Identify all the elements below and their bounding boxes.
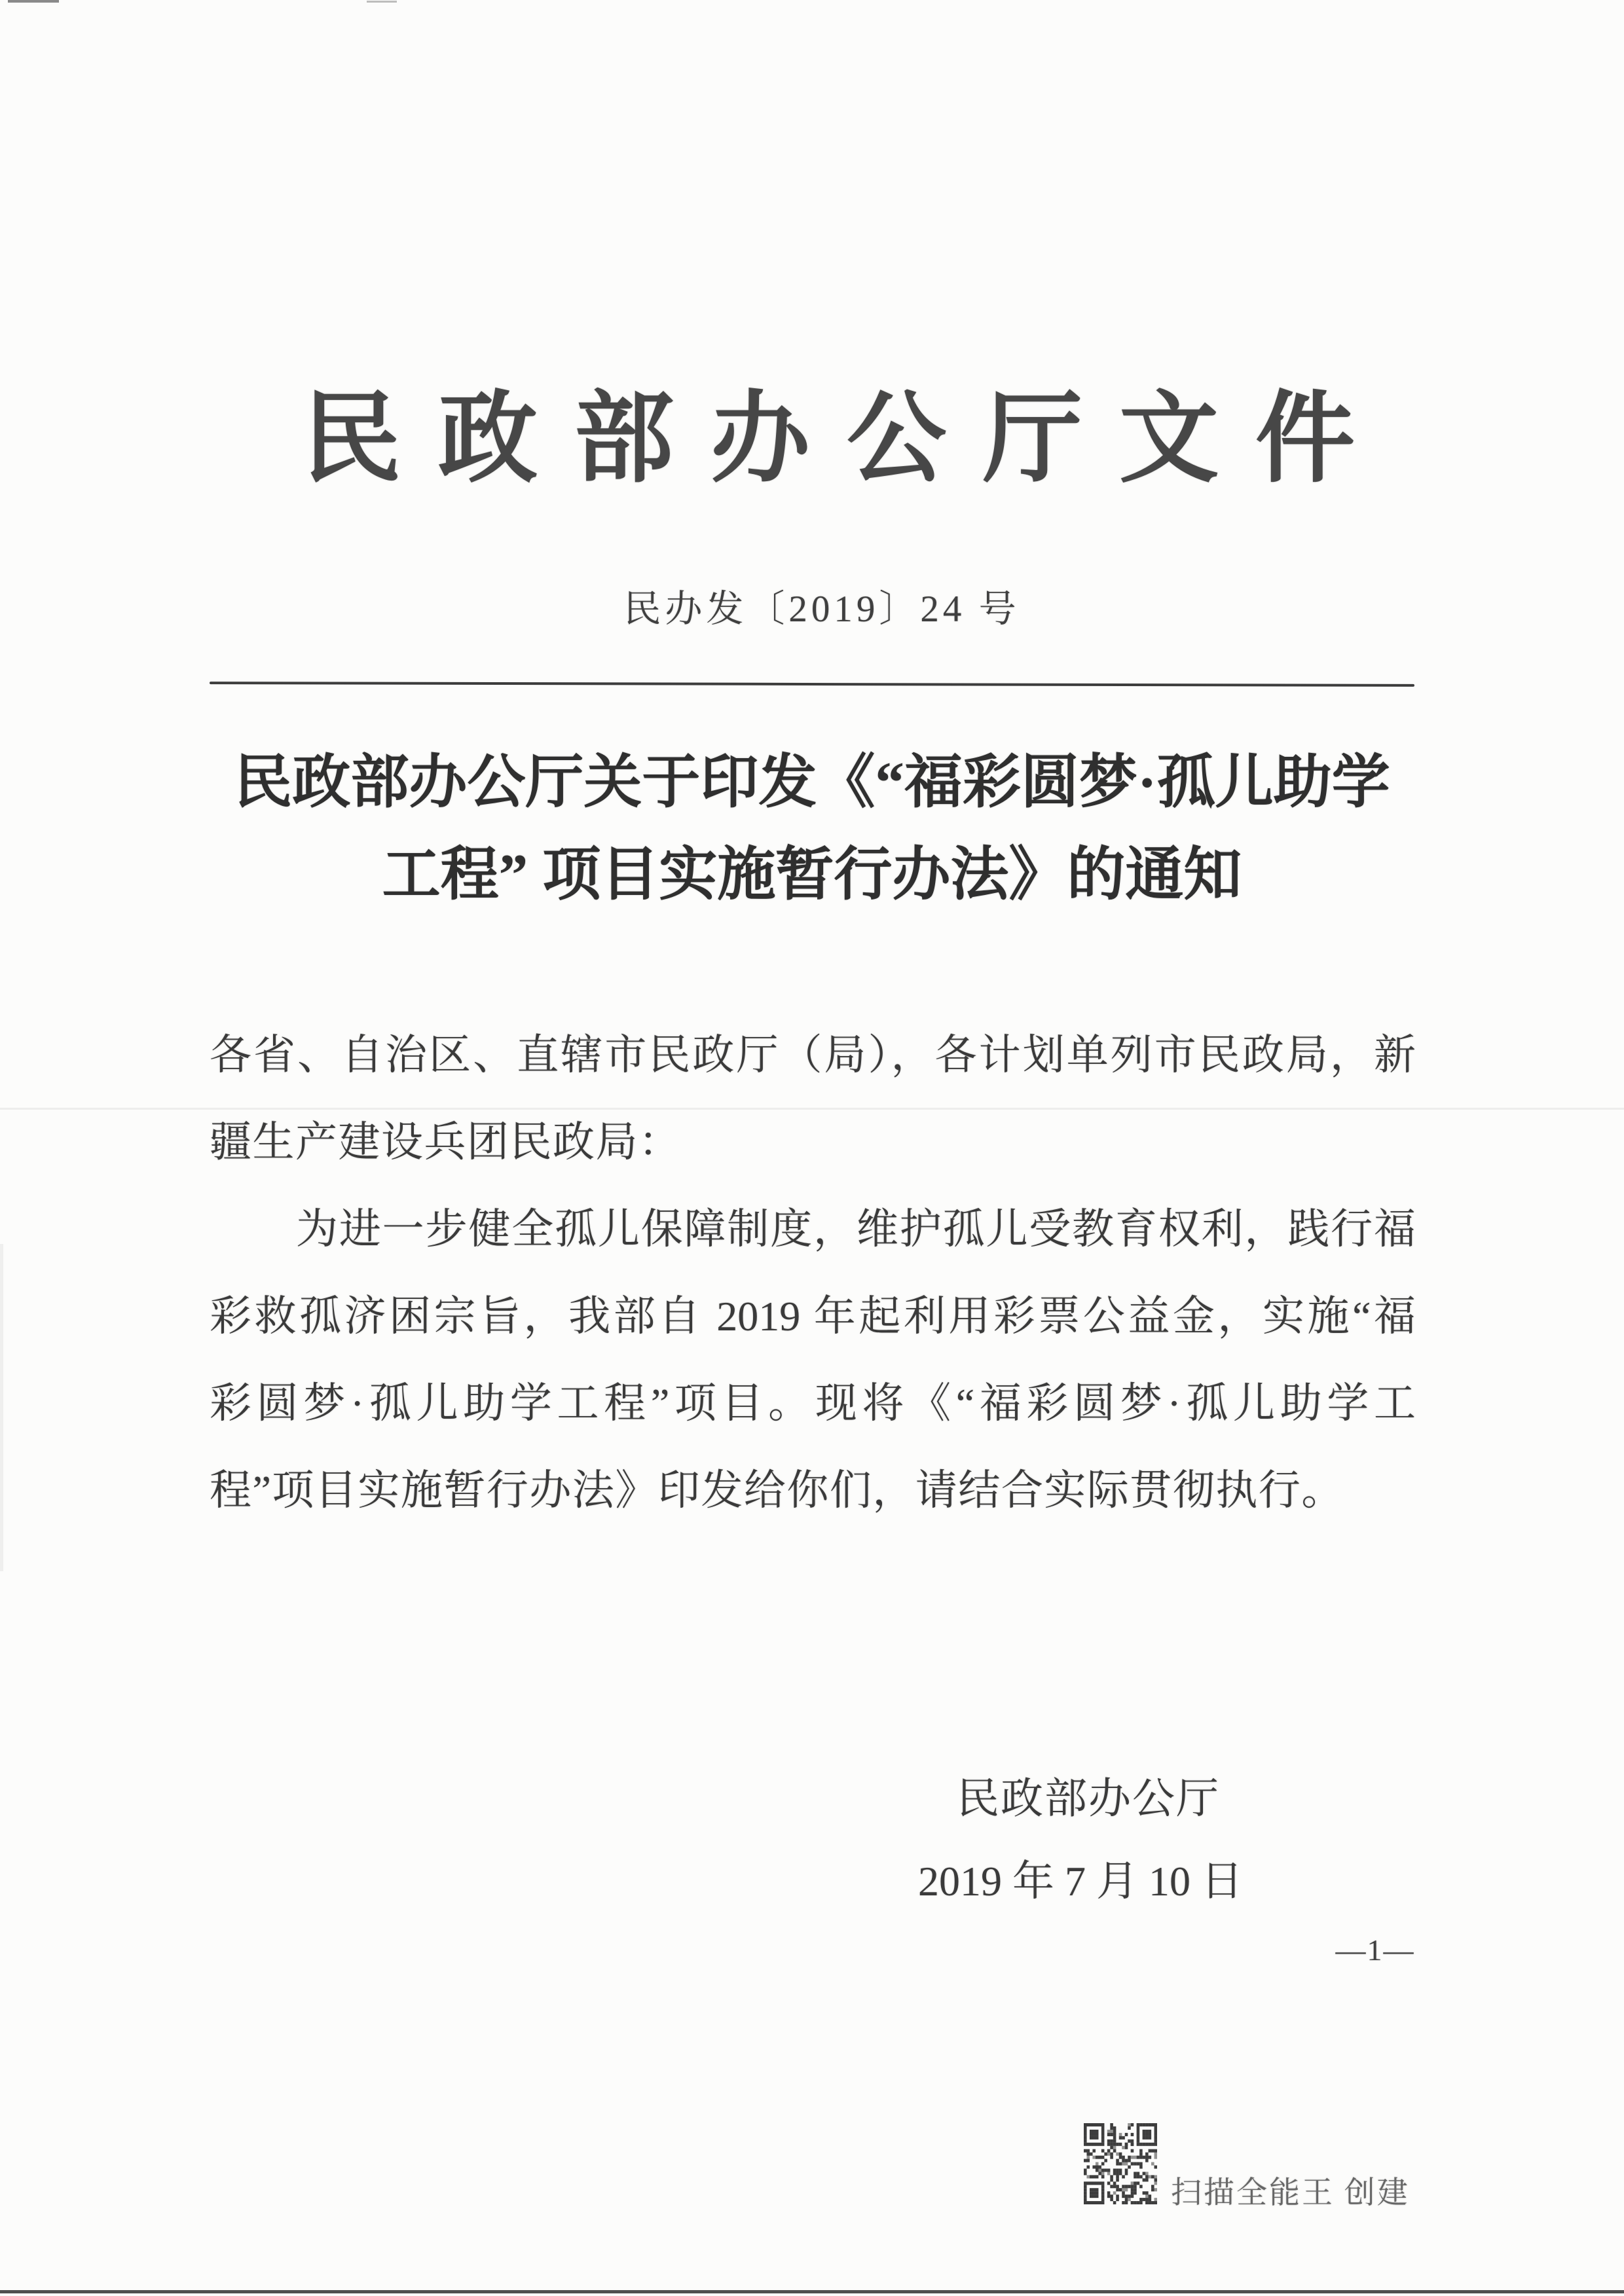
qr-code-icon [1084, 2123, 1157, 2204]
letterhead-title: 民政部办公厅文件 [302, 384, 1392, 494]
document-title-line: 民政部办公厅关于印发《“福彩圆梦·孤儿助学 [234, 751, 1390, 815]
scan-edge-artifact [8, 0, 59, 3]
issuing-office-signature: 民政部办公厅 [956, 1776, 1220, 1823]
page-number: —1— [1335, 1933, 1415, 1967]
document-body [210, 1011, 1416, 1534]
issue-date: 2019 年 7 月 10 日 [918, 1858, 1243, 1904]
document-title [0, 737, 1624, 922]
separator-rule [210, 682, 1414, 687]
scan-edge-artifact [367, 1, 397, 3]
scan-bottom-edge-artifact [0, 2290, 1624, 2293]
scan-app-caption: 扫描全能王 创建 [1171, 2176, 1410, 2210]
recipient-line: 疆生产建设兵团民政局： [210, 1119, 682, 1165]
body-line: 程”项目实施暂行办法》印发给你们，请结合实际贯彻执行。 [210, 1467, 1344, 1514]
body-line: 彩救孤济困宗旨，我部自 2019 年起利用彩票公益金，实施“福 [210, 1293, 1416, 1339]
document-title-line: 工程” 项目实施暂行办法》的通知 [382, 843, 1242, 907]
body-line: 彩圆梦·孤儿助学工程”项目。现将《“福彩圆梦·孤儿助学工 [210, 1380, 1416, 1427]
document-number: 民办发〔2019〕24 号 [623, 589, 1020, 630]
body-line: 为进一步健全孤儿保障制度，维护孤儿受教育权利，践行福 [296, 1206, 1416, 1252]
recipient-line: 各省、自治区、直辖市民政厅（局），各计划单列市民政局，新 [210, 1032, 1416, 1078]
scan-smudge-artifact [0, 1244, 3, 1571]
